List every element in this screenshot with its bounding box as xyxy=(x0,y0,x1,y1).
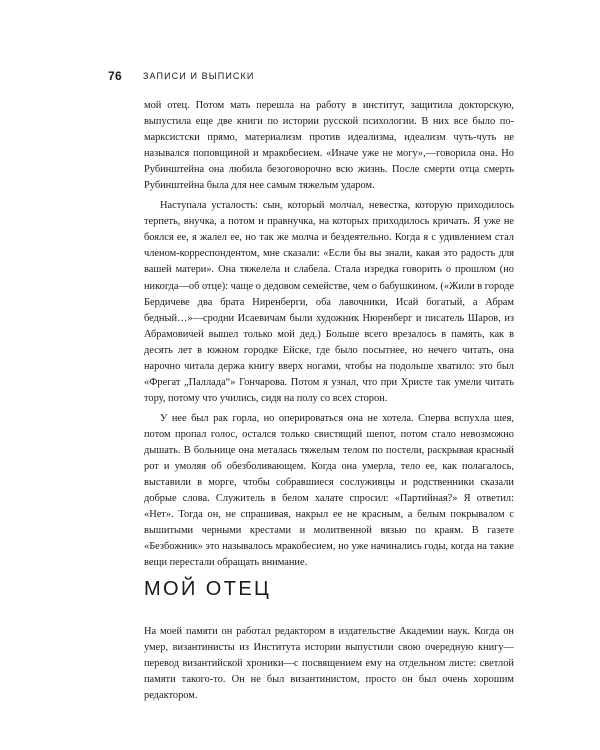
running-head: ЗАПИСИ И ВЫПИСКИ xyxy=(143,71,255,81)
main-text xyxy=(144,98,514,571)
paragraph: Наступала усталость: сын, который молчал, невестка, которую приходилось терпеть, внучка, а потом и правнучка, на которых приходилось кричать. Я уже не боялся ее, я жалел ее, но так же молча и бездеятельно. Когда я с удивлением стал членом-корреспондентом, мне сказали: «Если бы вы знали, какая это радость для вашей матери». Она тяжелела и слабела. Стала изредка говорить о прошлом (но никогда—об отце): чаще о дедовом семействе, чем о бабушкином. («Жили в городе Бердичеве два брата Ниренберги, оба лавочники, Исай богатый, а Абрам бедный…»—сродни Исаевичам были художник Нюренберг и писатель Шаров, из Абрамовичей вышел только мой дед.) Больше всего врезалось в память, как в десять лет в южном городке Ейске, где было посытнее, но нечего читать, она нарочно читала держа книгу вверх ногами, чтобы на подольше хватило: это был «Фрегат „Паллада“» Гончарова. Потом я узнал, что при Христе так умели читать тору, потому что учились, сидя на полу со всех сторон. xyxy=(144,200,514,404)
paragraph-continued: мой отец. Потом мать перешла на работу в институт, защитила докторскую, выпустила еще две книги по истории русской психологии. В них все было по-марксистски прямо, материализм против идеализма, идеализм чуть-чуть не назывался поповщиной и мракобесием. «Иначе уже не могу»,—говорила она. Но Рубинштейна она любила безоговорочно всю жизнь. После смерти отца смерть Рубинштейна была для нее самым тяжелым ударом. xyxy=(144,100,514,192)
paragraph: У нее был рак горла, но оперироваться она не хотела. Сперва вспухла шея, потом пропал голос, остался только свистящий шепот, потом стало невозможно дышать. В больнице она металась тяжелым телом по постели, раскрывая красный рот и умоляя об обезболивающем. Когда она умерла, тело ее, как полагалось, выставили в морге, чтобы собравшиеся сослуживцы и родственники сказали добрые слова. Служитель в белом халате спросил: «Партийная?» Я ответил: «Нет». Тогда он, не спрашивая, накрыл ее не красным, а белым покрывалом с вышитыми черными крестами и молитвенной вязью по краям. В газете «Безбожник» это называлось мракобесием, но уже начинались годы, когда на такие вещи перестали обращать внимание. xyxy=(144,412,514,569)
page-number: 76 xyxy=(108,69,122,83)
section-text xyxy=(144,624,514,704)
paragraph: На моей памяти он работал редактором в издательстве Академии наук. Когда он умер, византинисты из Института истории выпустили свою очередную книгу—перевод византийской хроники—с посвящением ему на отдельном листе: светлой памяти такого-то. Он не был византинистом, просто он был очень хорошим редактором. xyxy=(144,626,514,702)
section-heading: МОЙ ОТЕЦ xyxy=(144,578,272,600)
